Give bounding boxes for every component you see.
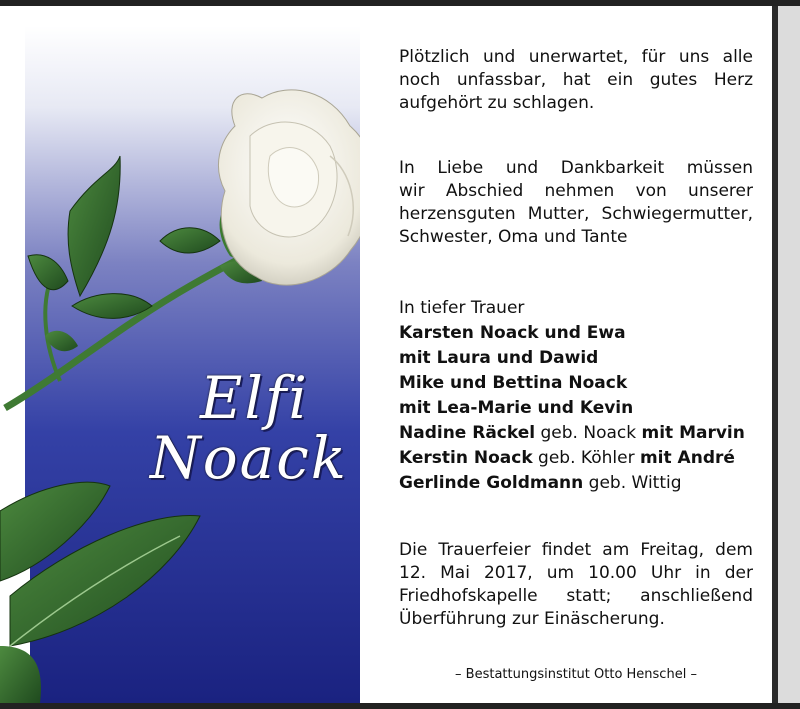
mourner-line: Kerstin Noack geb. Köhler mit André <box>399 448 735 468</box>
mourner-line: Nadine Räckel geb. Noack mit Marvin <box>399 423 745 443</box>
text-line: Schwester, Oma und Tante <box>399 227 628 247</box>
text-line: noch unfassbar, hat ein gutes Herz <box>399 70 753 90</box>
text-line: Plötzlich und unerwartet, für uns alle <box>399 47 753 67</box>
text-line: 12. Mai 2017, um 10.00 Uhr in der <box>399 563 753 583</box>
text-line: herzensguten Mutter, Schwiegermutter, <box>399 204 753 224</box>
mourners-heading: In tiefer Trauer <box>399 298 525 318</box>
mourner-line: Mike und Bettina Noack <box>399 373 628 393</box>
deceased-first-name: Elfi <box>200 364 309 432</box>
rose-illustration <box>0 6 360 703</box>
text-line: aufgehört zu schlagen. <box>399 93 595 113</box>
text-line: wir Abschied nehmen von unserer <box>399 181 753 201</box>
mourner-line: mit Lea-Marie und Kevin <box>399 398 634 418</box>
mourners-section <box>399 296 753 496</box>
text-line: Friedhofskapelle statt; anschließend <box>399 586 753 606</box>
intro-paragraph-1 <box>399 46 753 115</box>
text-line: In Liebe und Dankbarkeit müssen <box>399 158 753 178</box>
text-line: Überführung zur Einäscherung. <box>399 609 665 629</box>
mourner-line: mit Laura und Dawid <box>399 348 599 368</box>
funeral-home-credit: – Bestattungsinstitut Otto Henschel – <box>455 667 697 682</box>
bottom-border <box>0 703 800 709</box>
mourner-line: Gerlinde Goldmann geb. Wittig <box>399 473 682 493</box>
intro-paragraph-2 <box>399 157 753 249</box>
right-border <box>772 6 800 703</box>
rose-image-panel <box>0 6 360 703</box>
mourner-line: Karsten Noack und Ewa <box>399 323 626 343</box>
funeral-info <box>399 539 753 631</box>
text-line: Die Trauerfeier findet am Freitag, dem <box>399 540 753 560</box>
deceased-last-name: Noack <box>150 424 348 492</box>
